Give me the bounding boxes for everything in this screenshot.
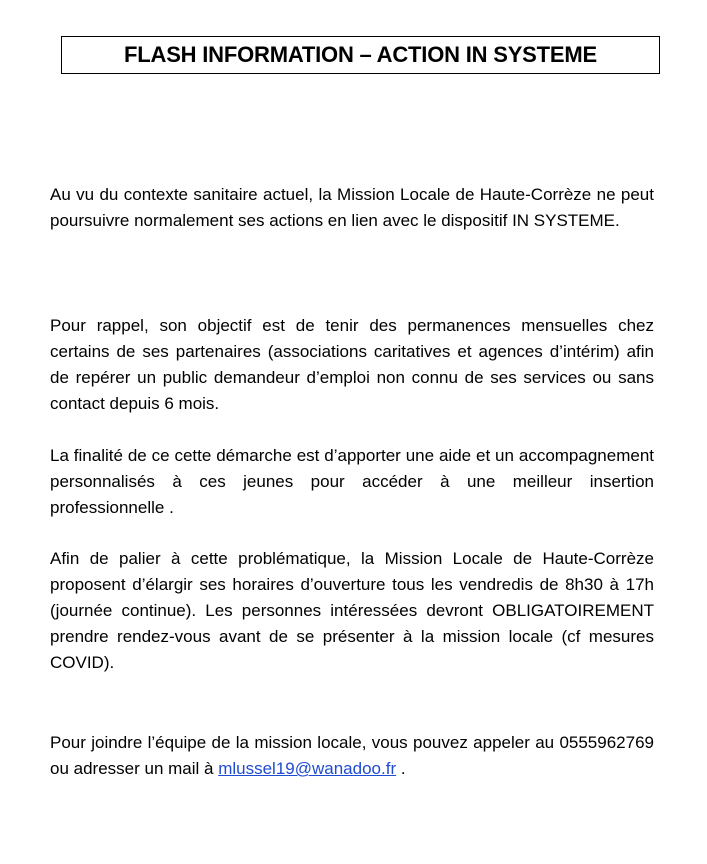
paragraph-contact (50, 730, 654, 782)
paragraph-purpose: La finalité de ce cette démarche est d’apporter une aide et un accompagnement personnalisés à ces jeunes pour accéder à une meilleur insertion professionnelle . (50, 446, 654, 517)
page-title: FLASH INFORMATION – ACTION IN SYSTEME (124, 42, 597, 67)
contact-text: Pour joindre l’équipe de la mission locale, vous pouvez appeler au 0555962769 ou adresser un mail à (50, 733, 654, 778)
paragraph-context: Au vu du contexte sanitaire actuel, la Mission Locale de Haute-Corrèze ne peut poursuivre normalement ses actions en lien avec le dispositif IN SYSTEME. (50, 185, 654, 230)
paragraph-objective: Pour rappel, son objectif est de tenir des permanences mensuelles chez certains de ses partenaires (associations caritatives et agences d’intérim) afin de repérer un public demandeur d’emploi non connu de ses services ou sans contact depuis 6 mois. (50, 316, 654, 413)
paragraph-hours: Afin de palier à cette problématique, la Mission Locale de Haute-Corrèze proposent d’élargir ses horaires d’ouverture tous les vendredis de 8h30 à 17h (journée continue). Les personnes intéressées devront OBLIGATOIREMENT prendre rendez-vous avant de se présenter à la mission locale (cf mesures COVID). (50, 549, 654, 672)
title-box (61, 36, 660, 74)
contact-text-end: . (396, 759, 406, 778)
email-link[interactable]: mlussel19@wanadoo.fr (218, 759, 397, 778)
